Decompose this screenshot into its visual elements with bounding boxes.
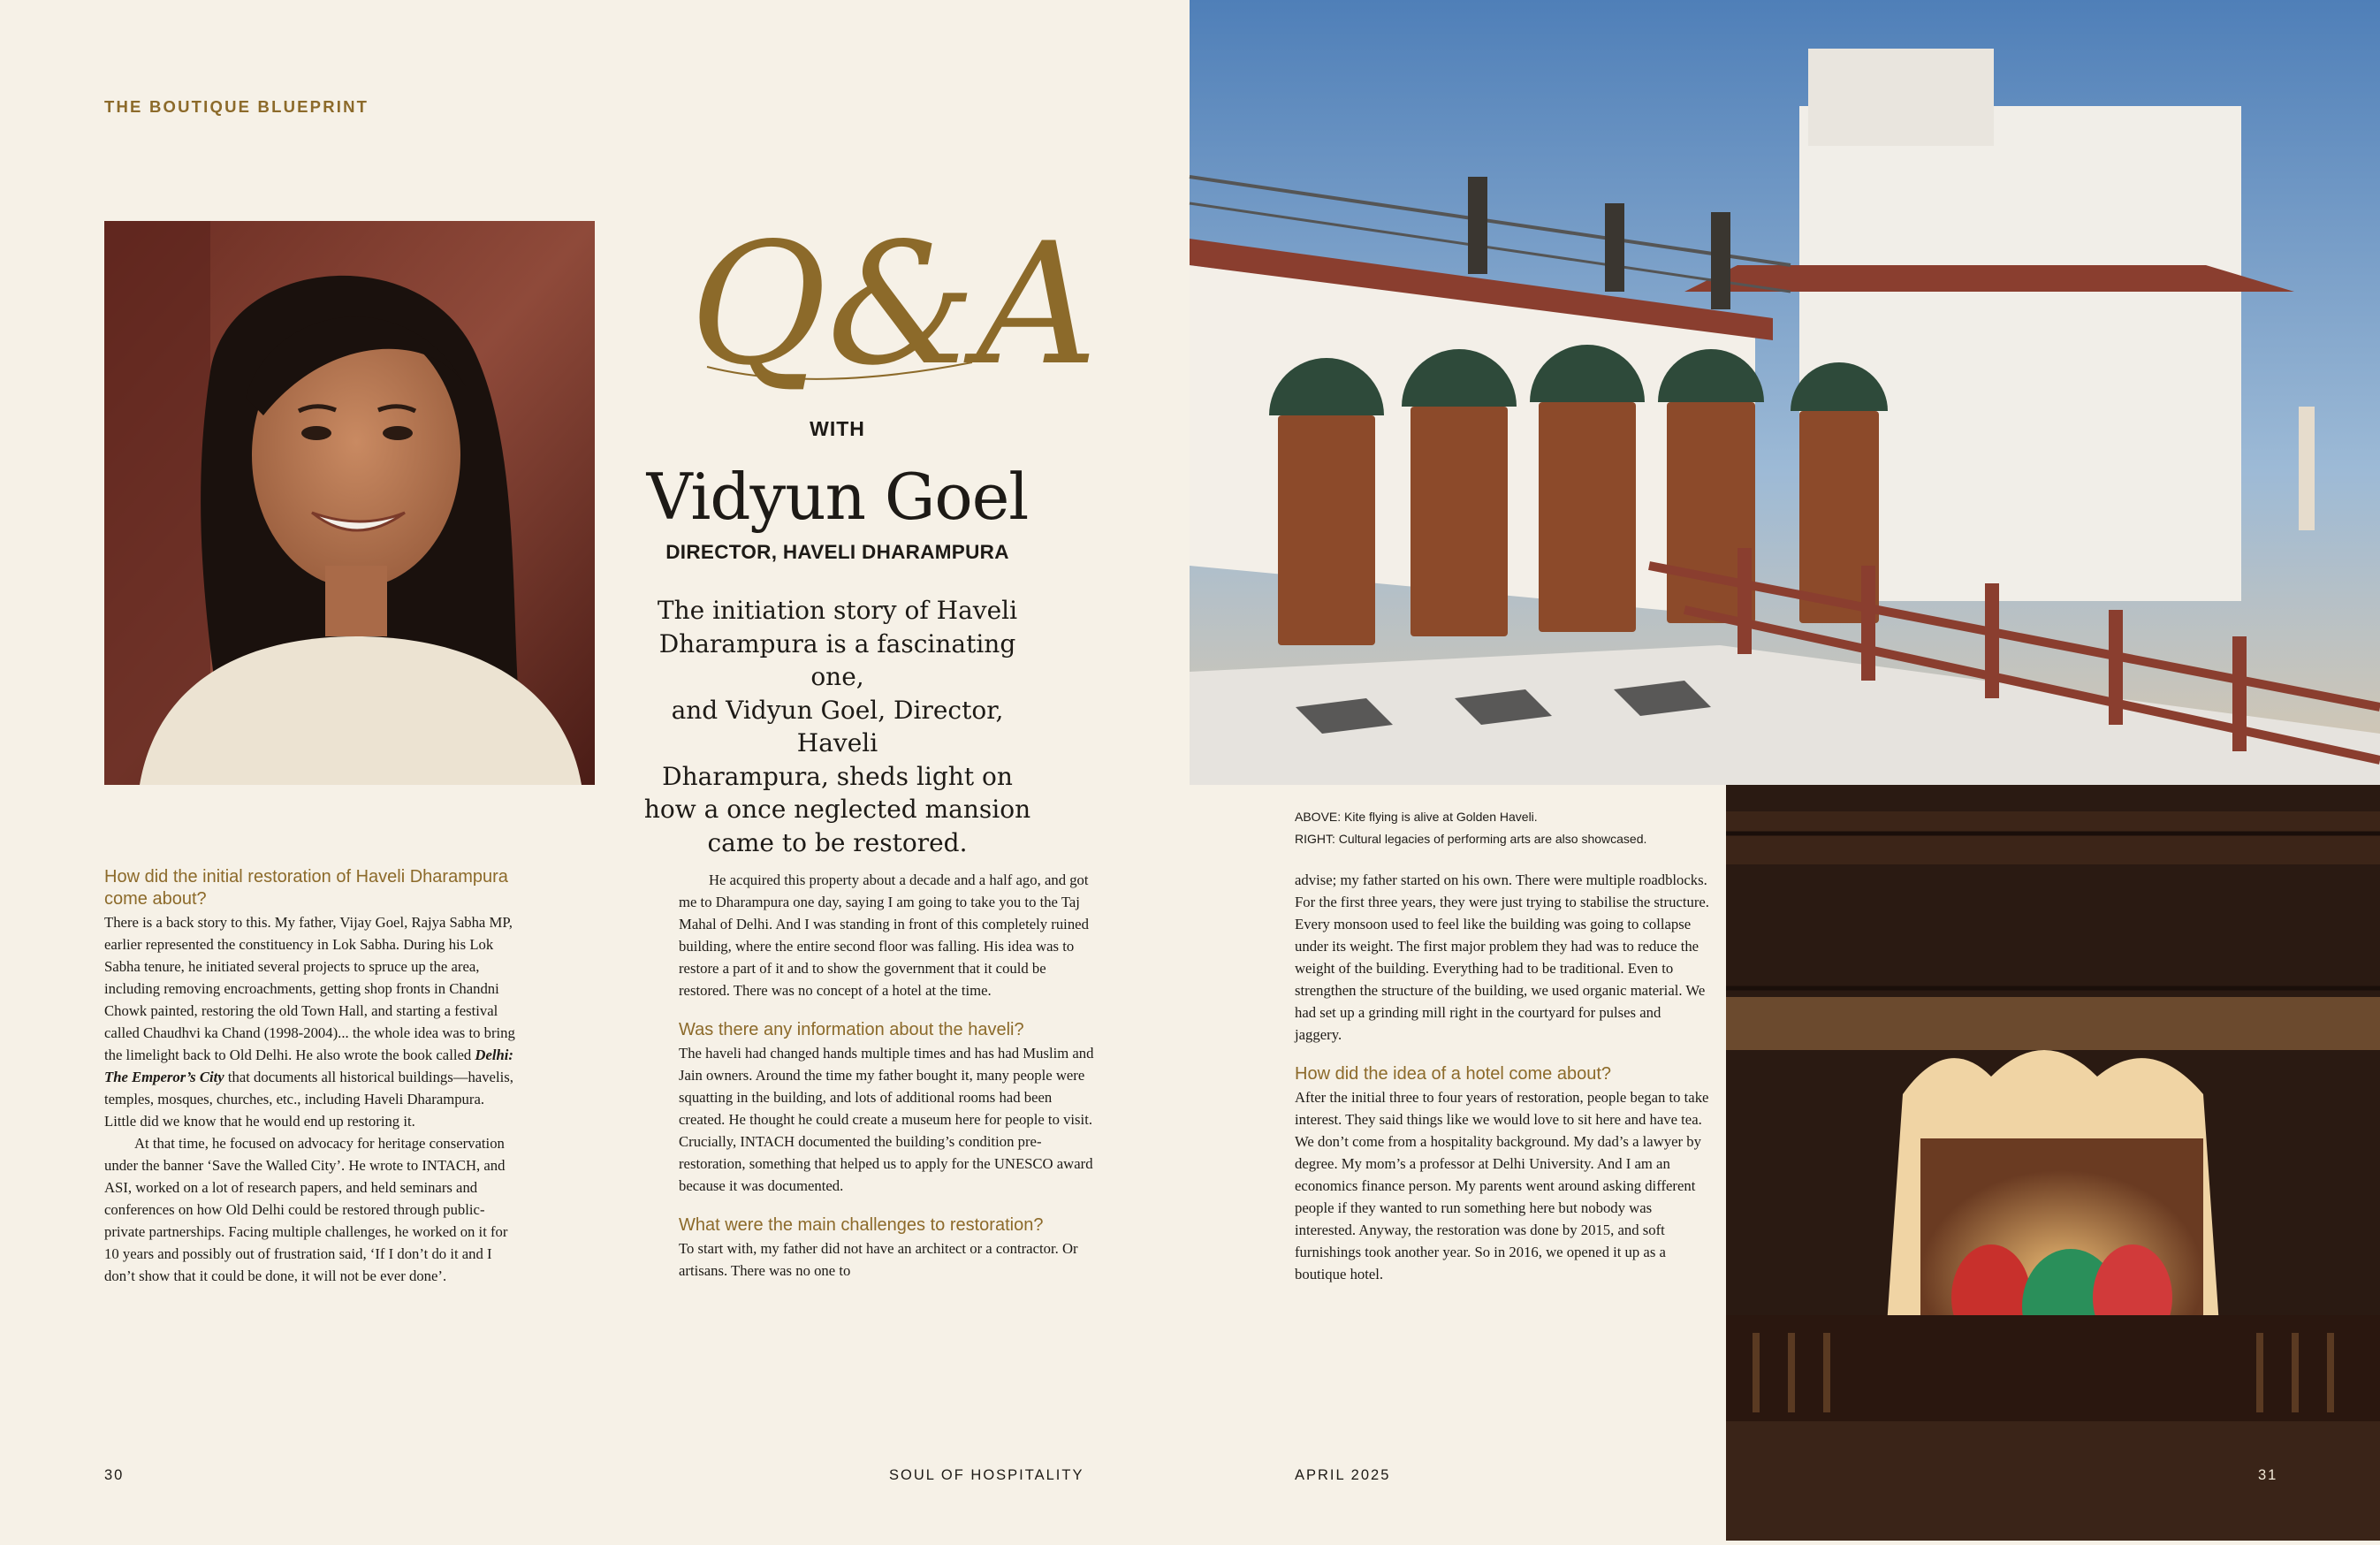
answer-paragraph: He acquired this property about a decade and a half ago, and got me to Dharampura one day, saying I am going to take you to the Taj Mahal of Delhi. And I was standing in front of this completely ruined building, where the entire second floor was falling. His idea was to restore a part of it and to show the government that it could be restored. There was no concept of a hotel at the time. (679, 871, 1089, 999)
intro-line: Dharampura, sheds light on (662, 761, 1013, 791)
paragraph-text: that documents all historical buildings—havelis, temples, mosques, churches, etc., including Haveli Dharampura. Little did we know that he would end up restoring it. (104, 1069, 513, 1130)
issue-date: APRIL 2025 (1295, 1467, 1391, 1483)
page-number-right: 31 (2258, 1467, 2278, 1483)
answer-paragraph: After the initial three to four years of restoration, people began to take interest. They said things like we would love to sit here and have tea. We don’t come from a hospitality background. My dad’s a lawyer by degree. My mom’s a professor at Delhi University. And I am an economics finance person. My parents went around asking different people if they wanted to run something here but nobody was interested. Anyway, the restoration was done by 2015, and soft furnishings took another year. So in 2016, we opened it up as a boutique hotel. (1295, 1089, 1709, 1282)
question-heading: How did the idea of a hotel come about? (1295, 1064, 1612, 1084)
book-title: Delhi: The Emperor’s City (104, 1046, 513, 1085)
article-column-2 (679, 869, 1094, 1282)
answer-paragraph: At that time, he focused on advocacy for heritage conservation under the banner ‘Save the Walled City’. He wrote to INTACH, and ASI, worked on a lot of research papers, and held seminars and conferences on how Old Delhi could be restored through public-private partnerships. Facing multiple challenges, he worked on it for 10 years and possibly out of frustration said, ‘If I don’t do it and I don’t show that it could be done, it will not be ever done’. (104, 1135, 508, 1284)
answer-paragraph (104, 911, 520, 1132)
caption-above: ABOVE: Kite flying is alive at Golden Haveli. (1295, 810, 1538, 824)
page-number-left: 30 (104, 1467, 125, 1483)
portrait-photo (104, 221, 595, 785)
qa-logo-text: Q&A (689, 207, 1099, 402)
section-label: THE BOUTIQUE BLUEPRINT (104, 97, 369, 116)
question-heading: Was there any information about the haveli? (679, 1020, 1024, 1039)
with-label: WITH (810, 417, 865, 440)
dancers-courtyard-photo (1726, 785, 2380, 1541)
intro-line: came to be restored. (707, 827, 968, 857)
intro-line: Dharampura is a fascinating one, (658, 628, 1016, 691)
interviewee-role: DIRECTOR, HAVELI DHARAMPURA (665, 541, 1009, 563)
qa-logo (681, 207, 1099, 402)
answer-paragraph: The haveli had changed hands multiple times and has had Muslim and Jain owners. Around the time my father bought it, many people were squatting in the building, and lots of additional rooms had been created. He thought he could create a museum here for people to visit. Crucially, INTACH documented the building’s condition pre-restoration, something that helped us to apply for the UNESCO award because it was documented. (679, 1045, 1094, 1194)
question-heading: What were the main challenges to restoration? (679, 1215, 1044, 1235)
intro-line: how a once neglected mansion (643, 795, 1031, 824)
intro-line: and Vidyun Goel, Director, Haveli (671, 695, 1004, 757)
interviewee-name: Vidyun Goel (646, 460, 1029, 534)
intro-standfirst (636, 594, 1038, 859)
haveli-rooftop-photo (1190, 0, 2380, 785)
intro-line: The initiation story of Haveli (657, 596, 1018, 625)
magazine-name: SOUL OF HOSPITALITY (889, 1467, 1084, 1483)
paragraph-text: There is a back story to this. My father, Vijay Goel, Rajya Sabha MP, earlier represented the constituency in Lok Sabha. During his Lok Sabha tenure, he initiated several projects to spruce up the area, including removing encroachments, getting shop fronts in Chandni Chowk painted, restoring the old Town Hall, and starting a festival called Chaudhvi ka Chand (1998-2004)... the whole idea was to bring the limelight back to Old Delhi. He also wrote the book called (104, 914, 515, 1063)
answer-paragraph: advise; my father started on his own. There were multiple roadblocks. For the first three years, they were just trying to stabilise the structure. Every monsoon used to feel like the building was going to collapse under its weight. The first major problem they had was to reduce the weight of the building. Everything had to be traditional. Even to strengthen the structure of the building, we used organic material. We had set up a grinding mill right in the courtyard for pulses and jaggery. (1295, 871, 1709, 1043)
article-column-3 (1295, 869, 1710, 1285)
photo-captions (1295, 806, 1719, 850)
question-heading: How did the initial restoration of Haveli Dharampura come about? (104, 867, 508, 909)
caption-right: RIGHT: Cultural legacies of performing arts are also showcased. (1295, 832, 1647, 846)
answer-paragraph: To start with, my father did not have an architect or a contractor. Or artisans. There was no one to (679, 1240, 1078, 1279)
article-column-1 (104, 866, 520, 1287)
